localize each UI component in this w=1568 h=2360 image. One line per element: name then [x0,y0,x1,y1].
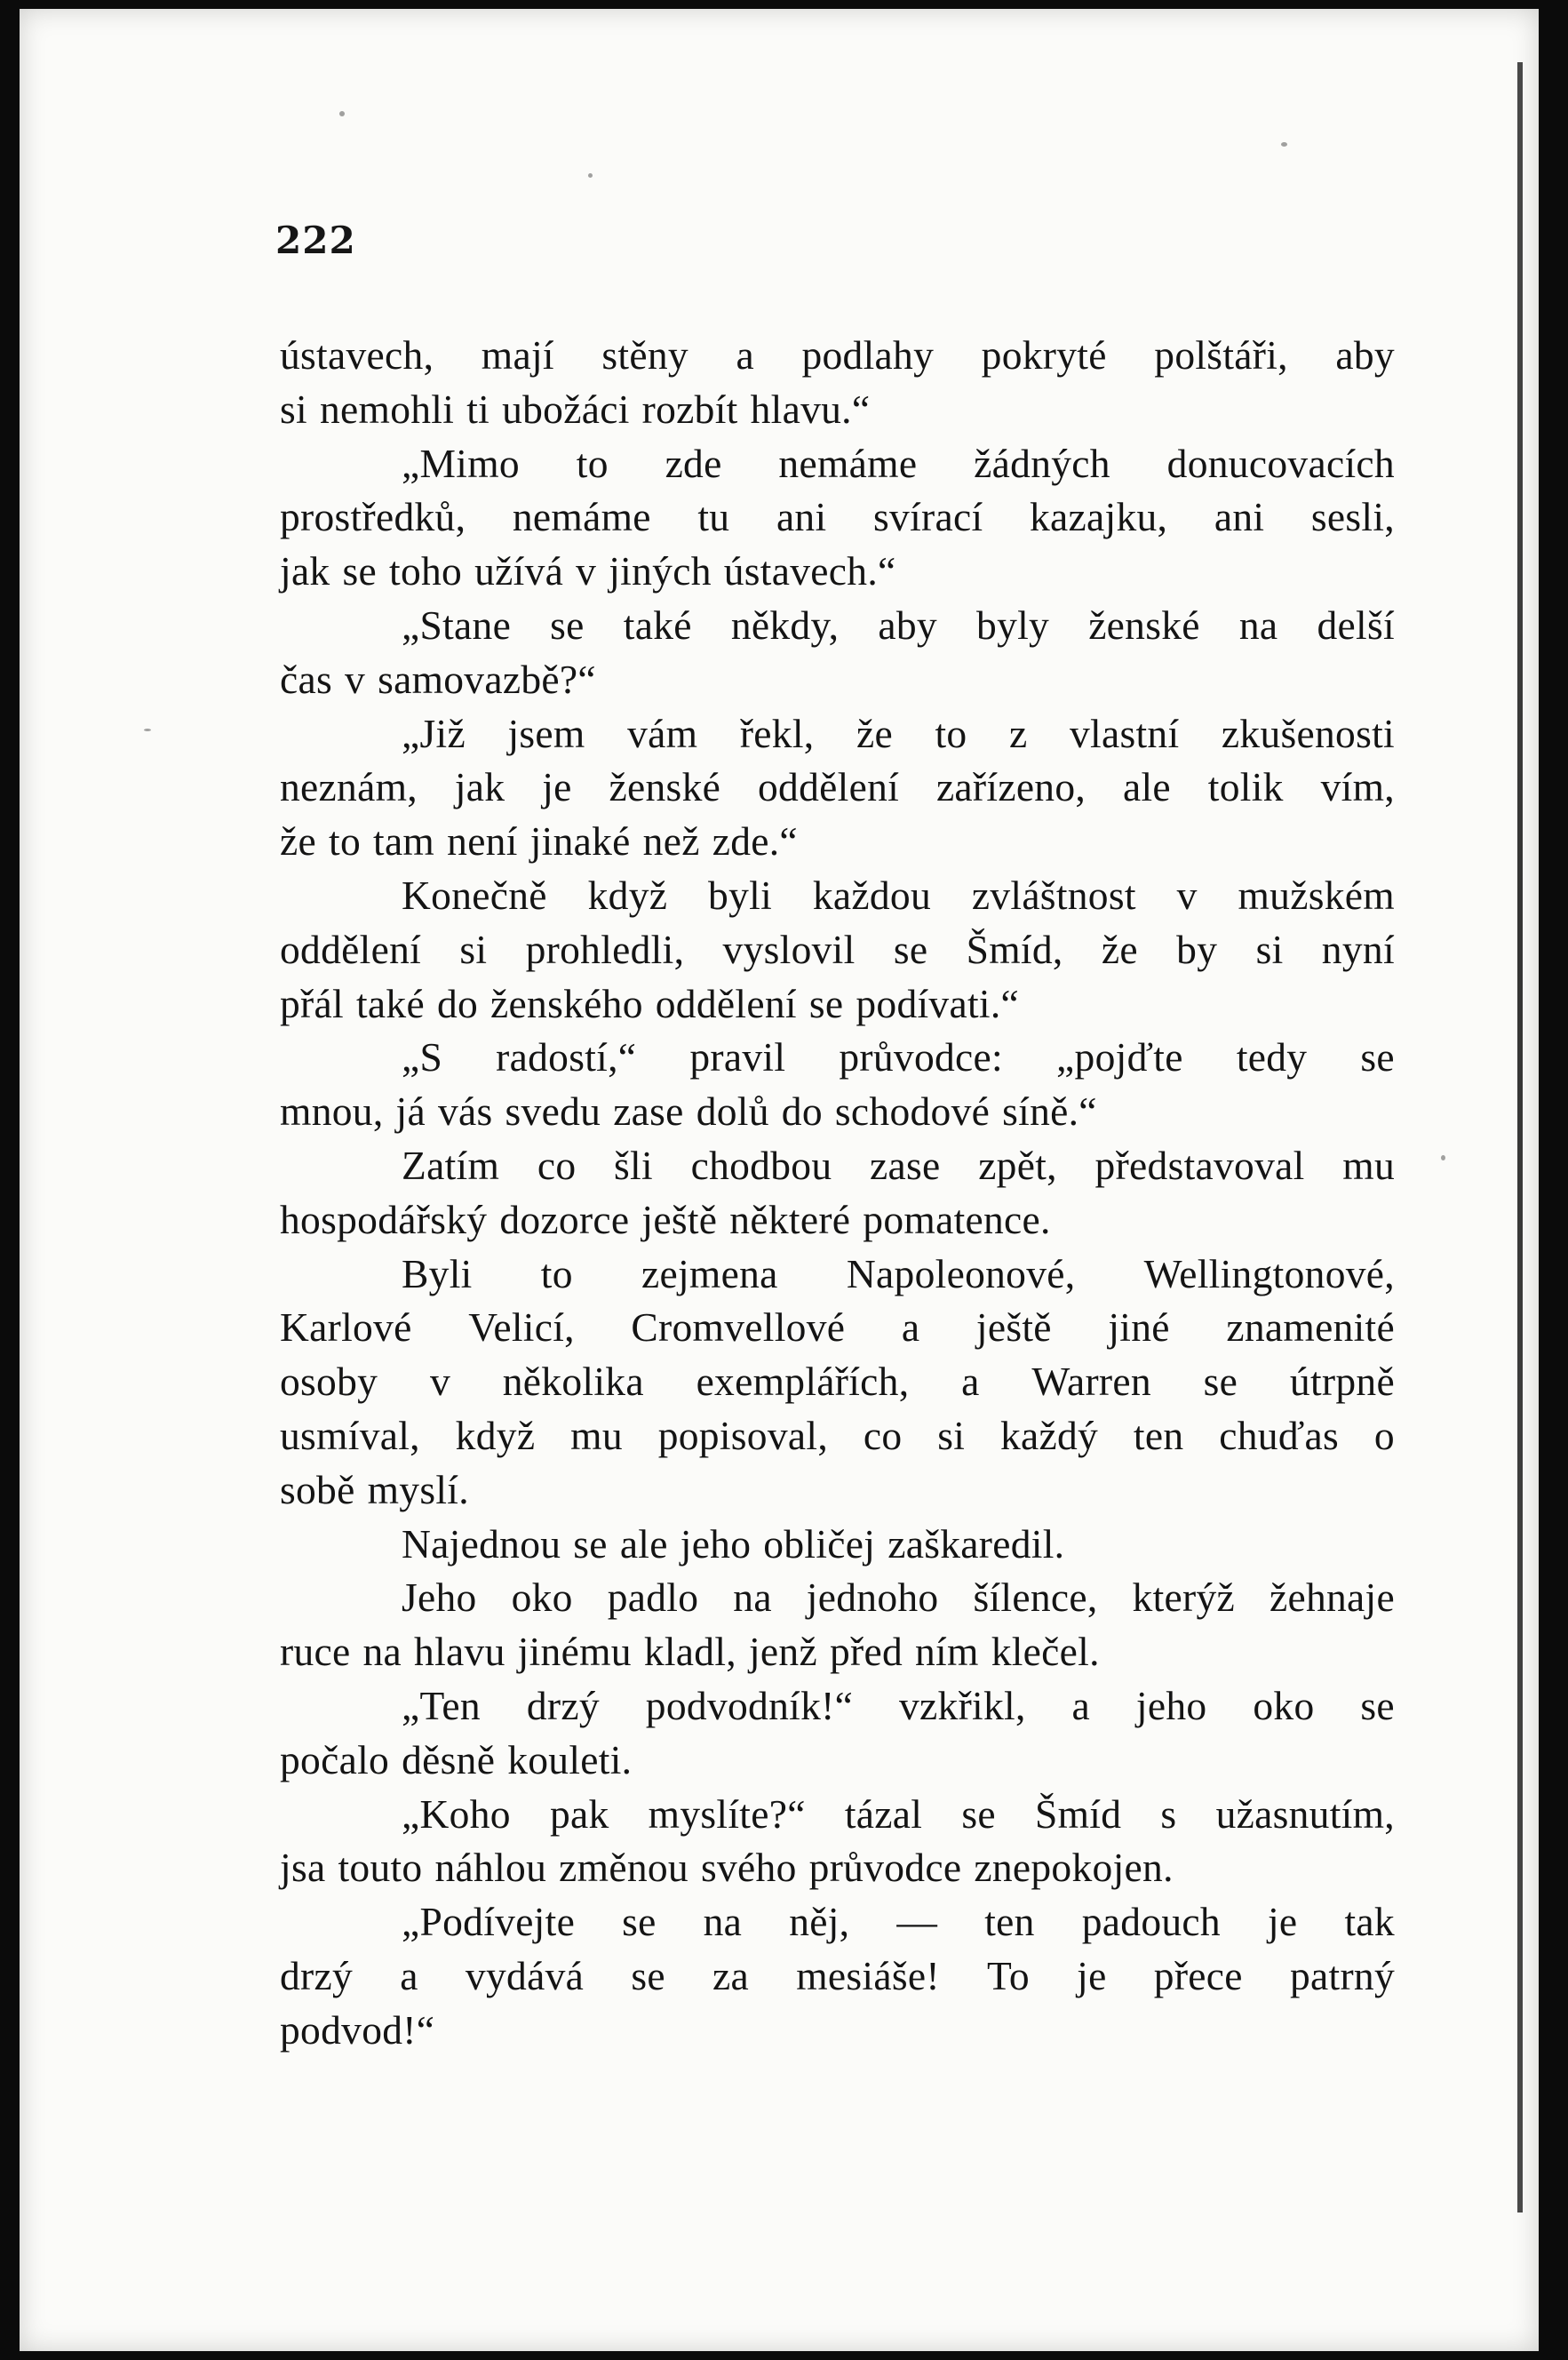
word: jak [280,548,330,594]
word: čas [280,656,332,702]
word: se [1203,1359,1238,1405]
text-line [280,977,1395,1032]
word: dozorce [499,1196,630,1242]
text-line [280,1301,1395,1355]
word: „Stane [402,602,512,648]
word: ním [915,1629,979,1675]
word: obličej [763,1520,876,1567]
word: zde [665,440,722,486]
word: rozbít [641,386,738,432]
word: já [395,1088,426,1135]
word: vám [627,710,698,756]
word: mu [1342,1142,1395,1188]
word: dolů [696,1088,769,1135]
text-line [280,1409,1395,1463]
word: a [901,1304,920,1351]
word: osoby [280,1359,378,1405]
word: počalo [280,1736,390,1782]
word: samovazbě?“ [378,656,596,702]
word: Velicí, [468,1304,575,1351]
word: ubožáci [502,386,630,432]
word: „Koho [402,1790,511,1837]
word: změnou [559,1845,688,1891]
word: zpět, [978,1142,1057,1188]
word: několika [502,1359,644,1405]
word: aby [878,602,937,648]
word: ani [1214,494,1265,540]
word: co [863,1412,903,1458]
word: vyslovil [722,926,856,972]
word: oko [511,1575,573,1621]
scan-speck [1281,142,1287,147]
word: šli [614,1142,653,1188]
word: pomatence. [863,1196,1051,1242]
word: nemáme [512,494,651,540]
word: zkušenosti [1221,710,1395,756]
text-line [280,653,1395,707]
word: zaškaredil. [887,1520,1065,1567]
word: oko [1253,1682,1315,1728]
word: Napoleonové, [846,1250,1076,1296]
word: některé [729,1196,851,1242]
word: se [1360,1682,1395,1728]
word: ústavech.“ [723,548,896,594]
word: myslíte?“ [648,1790,806,1837]
word: oddělení [655,980,797,1026]
word: žádných [974,440,1110,486]
page-text-body [280,329,1395,2058]
word: se [550,602,585,648]
word: vzkřikl, [898,1682,1026,1728]
word: oddělení [757,764,900,810]
word: vydává [465,1952,585,1998]
word: každou [812,872,932,918]
text-line [280,490,1395,545]
word: Šmíd, [966,926,1063,972]
word: sobě [280,1466,355,1512]
word: chuďas [1219,1412,1340,1458]
book-page [20,9,1539,2351]
word: tedy [1236,1034,1308,1080]
word: na [703,1899,743,1945]
word: padouch [1081,1899,1221,1945]
word: Konečně [402,872,547,918]
word: ženské [1088,602,1200,648]
word: to [576,440,609,486]
word: hlavu [414,1629,505,1675]
word: nemáme [778,440,918,486]
text-line [280,599,1395,653]
text-line [280,1463,1395,1518]
word: zejmena [641,1250,778,1296]
word: „Podívejte [402,1899,576,1945]
word: je [1077,1952,1107,1998]
word: prohledli, [525,926,685,972]
word: přece [1153,1952,1243,1998]
word: kladl, [643,1629,736,1675]
word: znamenité [1226,1304,1395,1351]
word: průvodce [808,1845,962,1891]
word: vás [437,1088,493,1135]
scan-speck [144,729,151,731]
word: popisoval, [657,1412,829,1458]
word: se [961,1790,996,1837]
word: tam [373,818,435,865]
text-line [280,1031,1395,1085]
word: Šmíd [1035,1790,1122,1837]
word: a [736,332,754,378]
word: užasnutím, [1215,1790,1395,1837]
word: každý [999,1412,1099,1458]
word: jeho [1135,1682,1207,1728]
word: nemohli [319,386,455,432]
word: vím, [1320,764,1395,810]
word: toho [389,548,463,594]
text-line [280,1679,1395,1734]
word: také [623,602,692,648]
word: se [342,548,378,594]
word: Byli [402,1250,473,1296]
word: ústavech, [280,332,434,378]
word: „Ten [402,1682,481,1728]
word: Najednou [402,1520,561,1567]
word: někdy, [730,602,840,648]
word: si [1255,926,1284,972]
word: Zatím [402,1142,500,1188]
text-line [280,923,1395,977]
word: zde.“ [712,818,798,865]
word: je [542,764,572,810]
text-line [280,1248,1395,1302]
word: pokryté [981,332,1107,378]
word: a [961,1359,980,1405]
text-line [280,761,1395,815]
word: pak [549,1790,609,1837]
word: podlahy [801,332,935,378]
word: kterýž [1132,1575,1235,1621]
word: útrpně [1289,1359,1395,1405]
word: jeho [680,1520,752,1567]
word: delší [1317,602,1395,648]
word: na [733,1575,772,1621]
word: ještě [641,1196,718,1242]
word: jinému [517,1629,632,1675]
word: na [1238,602,1278,648]
text-line [280,545,1395,599]
word: „Již [402,710,466,756]
text-line [280,1139,1395,1193]
word: náhlou [434,1845,547,1891]
word: ale [1122,764,1171,810]
word: mají [481,332,554,378]
word: zase [613,1088,684,1135]
word: a [400,1952,418,1998]
text-line [280,869,1395,923]
word: myslí. [367,1466,469,1512]
text-line [280,1085,1395,1139]
word: hospodářský [280,1196,488,1242]
text-line [280,1734,1395,1788]
word: jenž [748,1629,817,1675]
word: to [935,710,967,756]
word: tázal [844,1790,923,1837]
scan-speck [339,111,345,116]
word: schodové [834,1088,991,1135]
word: vlastní [1069,710,1180,756]
text-line [280,2004,1395,2058]
word: mnou, [280,1088,384,1135]
text-line [280,1788,1395,1842]
word: ještě [975,1304,1052,1351]
word: že [856,710,893,756]
word: znepokojen. [974,1845,1174,1891]
word: že [1101,926,1138,972]
page-edge-shadow [1517,62,1523,2212]
word: drzý [280,1952,354,1998]
word: zařízeno, [935,764,1086,810]
word: patrný [1289,1952,1395,1998]
text-line [280,1355,1395,1409]
word: ani [776,494,827,540]
word: řekl, [739,710,815,756]
word: a [1071,1682,1091,1728]
word: usmíval, [280,1412,420,1458]
text-line [280,1193,1395,1248]
word: ten [1133,1412,1184,1458]
word: se [1360,1034,1395,1080]
word: stěny [601,332,688,378]
word: s [1160,1790,1177,1837]
word: mu [570,1412,623,1458]
word: klečel. [991,1629,1100,1675]
word: v [1176,872,1198,918]
word: oddělení [280,926,422,972]
word: tak [1344,1899,1395,1945]
text-line [280,1625,1395,1679]
word: jak [454,764,505,810]
word: nyní [1321,926,1395,972]
word: tolik [1207,764,1284,810]
word: Cromvellové [631,1304,846,1351]
word: jiných [609,548,712,594]
word: je [1267,1899,1298,1945]
word: svedu [505,1088,601,1135]
word: sesli, [1310,494,1395,540]
word: donucovacích [1166,440,1395,486]
word: když [587,872,668,918]
word: svého [700,1845,797,1891]
word: tu [697,494,730,540]
word: radostí,“ [496,1034,637,1080]
word: „Mimo [402,440,520,486]
word: Jeho [402,1575,477,1621]
word: ruce [280,1629,351,1675]
word: Wellingtonové, [1143,1250,1395,1296]
word: svírací [873,494,983,540]
word: ženského [490,980,643,1026]
word: také [355,980,425,1026]
word: touto [338,1845,423,1891]
text-line [280,437,1395,491]
text-line [280,329,1395,383]
word: není [447,818,518,865]
word: co [537,1142,577,1188]
word: polštáři, [1154,332,1288,378]
word: mužském [1238,872,1395,918]
word: pravil [689,1034,786,1080]
word: si [459,926,488,972]
word: zvláštnost [971,872,1136,918]
word: se [622,1899,657,1945]
word: podvod!“ [280,2006,435,2053]
word: z [1008,710,1028,756]
word: aby [1335,332,1395,378]
word: ti [466,386,490,432]
scan-speck [1441,1155,1445,1160]
word: padlo [607,1575,699,1621]
word: to [540,1250,573,1296]
scan-speck [588,173,593,178]
word: se [893,926,928,972]
word: se [808,980,844,1026]
word: si [937,1412,966,1458]
word: „S [402,1034,443,1080]
page-number: 222 [275,219,356,262]
word: jinaké [529,818,631,865]
word: šílence, [973,1575,1098,1621]
word: něj, [789,1899,850,1945]
word: jsem [507,710,585,756]
word: do [781,1088,823,1135]
word: žehnaje [1269,1575,1395,1621]
word: podvodník!“ [645,1682,854,1728]
word: v [576,548,597,594]
word: mesiáše! [796,1952,940,1998]
word: že [280,818,316,865]
word: v [429,1359,451,1405]
word: když [455,1412,536,1458]
text-line [280,707,1395,761]
word: jiné [1108,1304,1170,1351]
text-line [280,815,1395,869]
word: by [1176,926,1218,972]
word: jednoho [806,1575,939,1621]
word: hlavu.“ [750,386,871,432]
word: o [1373,1412,1395,1458]
word: se [631,1952,665,1998]
word: kouleti. [507,1736,633,1782]
word: si [280,386,307,432]
word: děsně [402,1736,496,1782]
text-line [280,1949,1395,2004]
word: exemplářích, [696,1359,910,1405]
word: To [986,1952,1030,1998]
word: zase [870,1142,941,1188]
word: „pojďte [1056,1034,1183,1080]
word: to [329,818,361,865]
word: kazajku, [1029,494,1168,540]
word: podívati.“ [856,980,1020,1026]
word: v [345,656,366,702]
word: před [829,1629,903,1675]
text-line [280,1895,1395,1949]
word: neznám, [280,764,418,810]
word: drzý [526,1682,600,1728]
word: na [362,1629,402,1675]
word: průvodce: [839,1034,1003,1080]
word: síně.“ [1002,1088,1097,1135]
word: než [642,818,700,865]
word: Warren [1031,1359,1151,1405]
word: prostředků, [280,494,466,540]
word: ženské [609,764,721,810]
word: — [896,1899,938,1945]
text-line [280,1571,1395,1625]
word: užívá [474,548,564,594]
text-line [280,1518,1395,1572]
word: chodbou [690,1142,832,1188]
text-line [280,1841,1395,1895]
word: byli [708,872,773,918]
word: ale [619,1520,668,1567]
word: se [573,1520,608,1567]
word: byly [976,602,1050,648]
text-line [280,383,1395,437]
word: Karlové [280,1304,412,1351]
word: za [712,1952,750,1998]
word: ten [984,1899,1035,1945]
word: přál [280,980,344,1026]
word: do [436,980,479,1026]
word: jsa [280,1845,326,1891]
word: představoval [1094,1142,1305,1188]
